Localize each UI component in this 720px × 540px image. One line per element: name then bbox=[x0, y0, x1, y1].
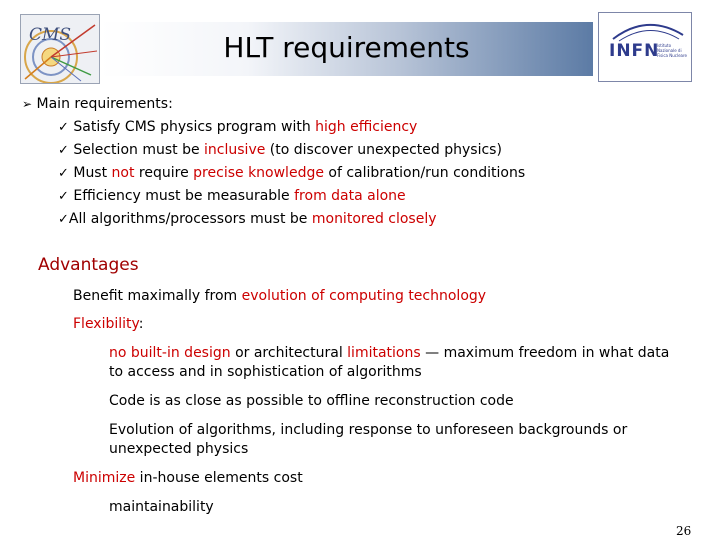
flex-sub-item-continuation: unexpected physics bbox=[109, 441, 249, 457]
flex-sub-item: Code is as close as possible to offline reconstruction code bbox=[109, 393, 514, 409]
benefit-item: Benefit maximally from evolution of computing technology bbox=[73, 288, 487, 304]
flexibility-item: Flexibility: bbox=[73, 316, 144, 332]
main-requirements-heading: ➢ Main requirements: bbox=[22, 96, 173, 112]
arrow-bullet-icon: ➢ bbox=[22, 97, 33, 111]
cms-logo bbox=[20, 14, 100, 84]
checkmark-icon: ✓ bbox=[58, 120, 69, 135]
requirement-item: ✓ Efficiency must be measurable from data alone bbox=[58, 188, 406, 204]
requirement-item: ✓ Must not require precise knowledge of calibration/run conditions bbox=[58, 165, 526, 181]
requirement-item: ✓ Selection must be inclusive (to discover unexpected physics) bbox=[58, 142, 502, 158]
infn-logo bbox=[598, 12, 692, 82]
page-title: HLT requirements bbox=[223, 31, 470, 64]
advantages-heading: Advantages bbox=[38, 255, 139, 275]
cms-logo-text: CMS bbox=[29, 25, 72, 45]
infn-logo-subtitle: Istituto Nazionale di Fisica Nucleare bbox=[657, 43, 688, 58]
infn-logo-text: INFN bbox=[609, 41, 660, 61]
checkmark-icon: ✓ bbox=[58, 166, 69, 181]
checkmark-icon: ✓ bbox=[58, 189, 69, 204]
flex-sub-item-continuation: to access and in sophistication of algorithms bbox=[109, 364, 422, 380]
requirement-item: ✓All algorithms/processors must be monitored closely bbox=[58, 211, 437, 227]
flex-sub-item: Evolution of algorithms, including response to unforeseen backgrounds or bbox=[109, 422, 628, 438]
checkmark-icon: ✓ bbox=[58, 143, 69, 158]
minimize-item: Minimize in-house elements cost bbox=[73, 470, 303, 486]
flex-sub-item: no built-in design or architectural limitations — maximum freedom in what data bbox=[109, 345, 670, 361]
checkmark-icon: ✓ bbox=[58, 212, 69, 227]
maintainability-item: maintainability bbox=[109, 499, 214, 515]
page-number: 26 bbox=[676, 524, 692, 538]
requirement-item: ✓ Satisfy CMS physics program with high efficiency bbox=[58, 119, 418, 135]
